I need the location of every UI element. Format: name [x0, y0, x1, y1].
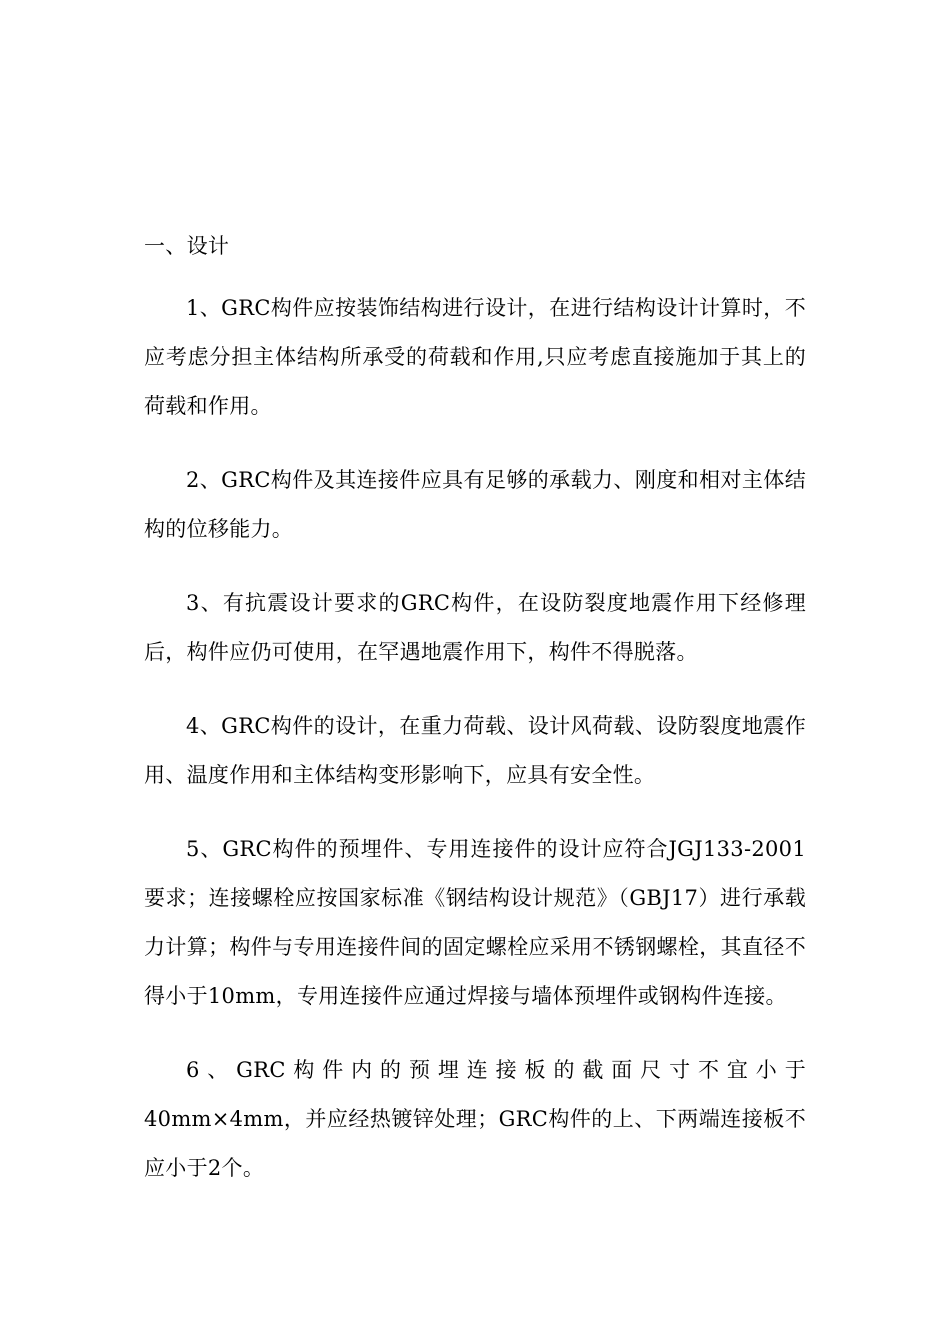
paragraph-3: 3、有抗震设计要求的GRC构件，在设防裂度地震作用下经修理后，构件应仍可使用，在罕遇地震作用下，构件不得脱落。 [144, 591, 806, 664]
paragraph-4: 4、GRC构件的设计，在重力荷载、设计风荷载、设防裂度地震作用、温度作用和主体结构变形影响下，应具有安全性。 [144, 714, 806, 787]
section-heading: 一、设计 [144, 234, 230, 258]
paragraph-1: 1、GRC构件应按装饰结构进行设计，在进行结构设计计算时，不应考虑分担主体结构所承受的荷载和作用,只应考虑直接施加于其上的荷载和作用。 [144, 296, 806, 418]
paragraph-5: 5、GRC构件的预埋件、专用连接件的设计应符合JGJ133-2001要求；连接螺栓应按国家标准《钢结构设计规范》（GBJ17）进行承载力计算；构件与专用连接件间的固定螺栓应采用不锈钢螺栓，其直径不得小于10mm，专用连接件应通过焊接与墙体预埋件或钢构件连接。 [144, 837, 806, 1008]
paragraph-6: 6、GRC构件内的预埋连接板的截面尺寸不宜小于40mm×4mm，并应经热镀锌处理；GRC构件的上、下两端连接板不应小于2个。 [144, 1058, 806, 1180]
paragraph-2: 2、GRC构件及其连接件应具有足够的承载力、刚度和相对主体结构的位移能力。 [144, 468, 806, 541]
document-page [144, 226, 806, 1218]
